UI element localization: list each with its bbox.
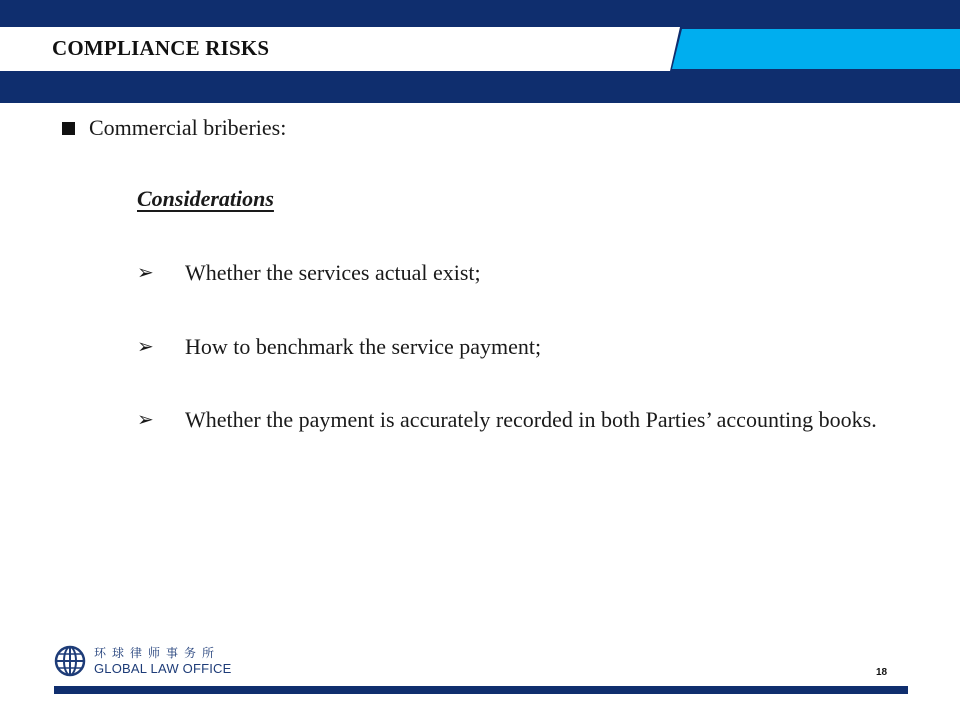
main-bullet-text: Commercial briberies: (89, 115, 287, 140)
subheading: Considerations (137, 186, 274, 211)
list-item-text: Whether the services actual exist; (185, 260, 481, 285)
logo-text (94, 646, 232, 676)
list-item (137, 402, 904, 438)
page-title: COMPLIANCE RISKS (52, 36, 270, 60)
arrow-bullet-icon: ➢ (137, 336, 154, 358)
list-item (137, 329, 904, 365)
arrow-bullet-icon: ➢ (137, 409, 154, 431)
list-item-text: How to benchmark the service payment; (185, 334, 542, 359)
company-logo (54, 645, 232, 677)
main-bullet (62, 115, 286, 141)
list-item-text: Whether the payment is accurately recorded in both Parties’ accounting books. (185, 407, 877, 432)
logo-chinese-name: 环球律师事务所 (94, 646, 221, 660)
globe-icon (54, 645, 86, 677)
logo-english-name: GLOBAL LAW OFFICE (94, 661, 232, 676)
arrow-bullet-icon: ➢ (137, 262, 154, 284)
list-item (137, 255, 904, 291)
page-number: 18 (876, 667, 888, 678)
square-bullet-icon (62, 122, 75, 135)
footer-bar (54, 686, 908, 694)
